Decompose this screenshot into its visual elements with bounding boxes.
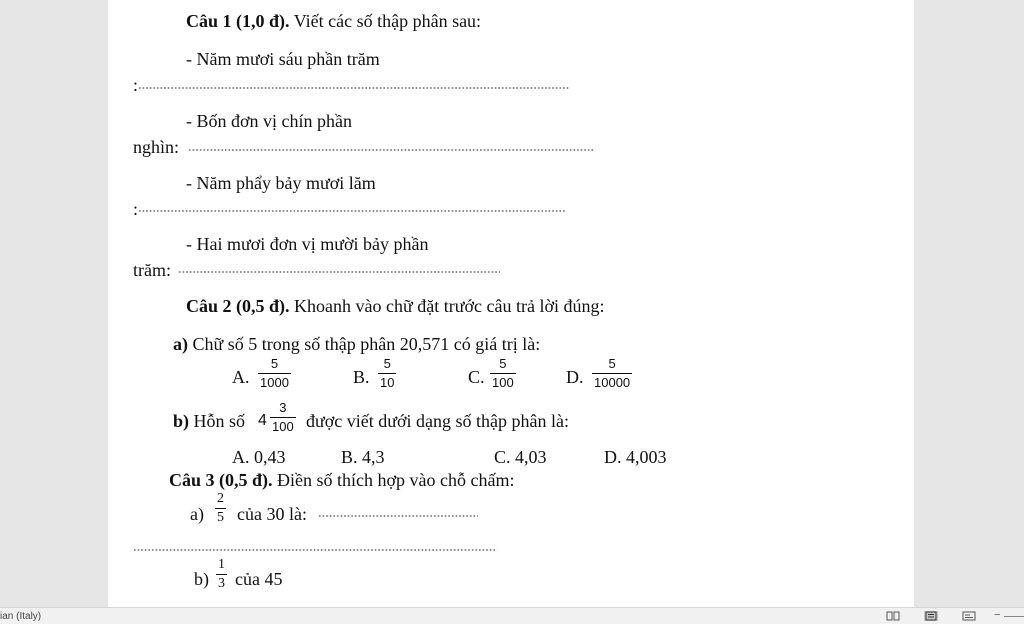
q2a-option-c-letter[interactable]: C. [468,367,485,387]
q3a-text: của 30 là: [237,504,307,524]
zoom-out-icon[interactable]: − [994,609,1001,621]
read-mode-icon[interactable] [886,611,900,621]
question-3-text: Điền số thích hợp vào chỗ chấm: [277,470,515,490]
web-layout-icon[interactable] [962,611,976,621]
q2a-option-c-fraction[interactable] [490,357,516,390]
q3a-label: a) [190,504,204,524]
q2b-fraction [270,401,296,434]
q3a-fraction [215,492,226,525]
q2b-prompt-start [173,410,245,432]
q3b-num: 1 [218,557,225,572]
zoom-slider[interactable] [1004,616,1024,617]
q2a-prompt [173,333,540,355]
q2a-option-d-den: 10000 [594,375,631,390]
q1-item-1: - Năm mươi sáu phần trăm [186,49,380,69]
answer-line-4[interactable] [178,271,500,273]
q3a-answer-line-2[interactable] [133,549,497,551]
status-bar [0,607,1024,624]
q2a-option-b-num: 5 [383,356,391,371]
q2b-option-b[interactable]: B. 4,3 [341,447,385,467]
question-1-heading [186,10,481,32]
q3b-label: b) [194,569,209,589]
q3b-text: của 45 [235,569,283,589]
question-3-label: Câu 3 (0,5 đ). [169,470,273,490]
q2b-whole-number: 4 [258,412,267,429]
q1-item-4: - Hai mươi đơn vị mười bảy phần [186,234,429,254]
q2b-post-text: được viết dưới dạng số thập phân là: [306,411,569,431]
q1-item-2-prefix: nghìn: [133,137,180,157]
q2a-option-d-letter[interactable]: D. [566,367,584,387]
q2a-option-c-den: 100 [492,375,514,390]
answer-line-1[interactable] [138,87,570,89]
q2a-option-a-fraction[interactable] [258,357,291,390]
q3a-answer-line[interactable] [318,515,478,517]
language-indicator[interactable]: ian (Italy) [0,611,42,622]
question-2-label: Câu 2 (0,5 đ). [186,296,290,316]
q2a-option-b-fraction[interactable] [378,357,396,390]
q2a-option-d-fraction[interactable] [592,357,632,390]
q3a-den: 5 [217,510,224,525]
q2b-option-c[interactable]: C. 4,03 [494,447,547,467]
print-layout-icon[interactable] [924,611,938,621]
question-3-heading [169,469,514,491]
question-2-text: Khoanh vào chữ đặt trước câu trả lời đúng: [294,296,605,316]
q1-item-3-prefix: : [133,199,139,219]
answer-line-3[interactable] [138,210,565,212]
question-1-text: Viết các số thập phân sau: [293,11,482,31]
q2a-option-b-letter[interactable]: B. [353,367,370,387]
document-page[interactable] [108,0,914,607]
answer-line-2[interactable] [188,149,595,151]
q2a-label: a) [173,334,188,354]
q2a-option-a-letter[interactable]: A. [232,367,250,387]
q2a-option-a-den: 1000 [260,375,289,390]
q2a-option-b-den: 10 [380,375,395,390]
q1-item-2: - Bốn đơn vị chín phần [186,111,352,131]
q2a-text: Chữ số 5 trong số thập phân 20,571 có giá trị là: [192,334,541,354]
q2b-option-d[interactable]: D. 4,003 [604,447,667,467]
q2b-den: 100 [272,419,294,434]
q2a-option-c-num: 5 [499,356,507,371]
q1-item-1-prefix: : [133,75,139,95]
question-2-heading [186,295,604,317]
q2b-pre-text: Hỗn số [193,411,246,431]
q2a-option-a-num: 5 [270,356,279,371]
q3a-num: 2 [217,491,224,506]
question-1-label: Câu 1 (1,0 đ). [186,11,290,31]
q2b-option-a[interactable]: A. 0,43 [232,447,286,467]
q2b-num: 3 [279,400,287,415]
q1-item-3: - Năm phẩy bảy mươi lăm [186,173,376,193]
q2b-label: b) [173,411,190,431]
q1-item-4-prefix: trăm: [133,260,171,280]
q3b-den: 3 [218,576,225,591]
q3b-fraction [216,558,227,591]
q2a-option-d-num: 5 [608,356,616,371]
